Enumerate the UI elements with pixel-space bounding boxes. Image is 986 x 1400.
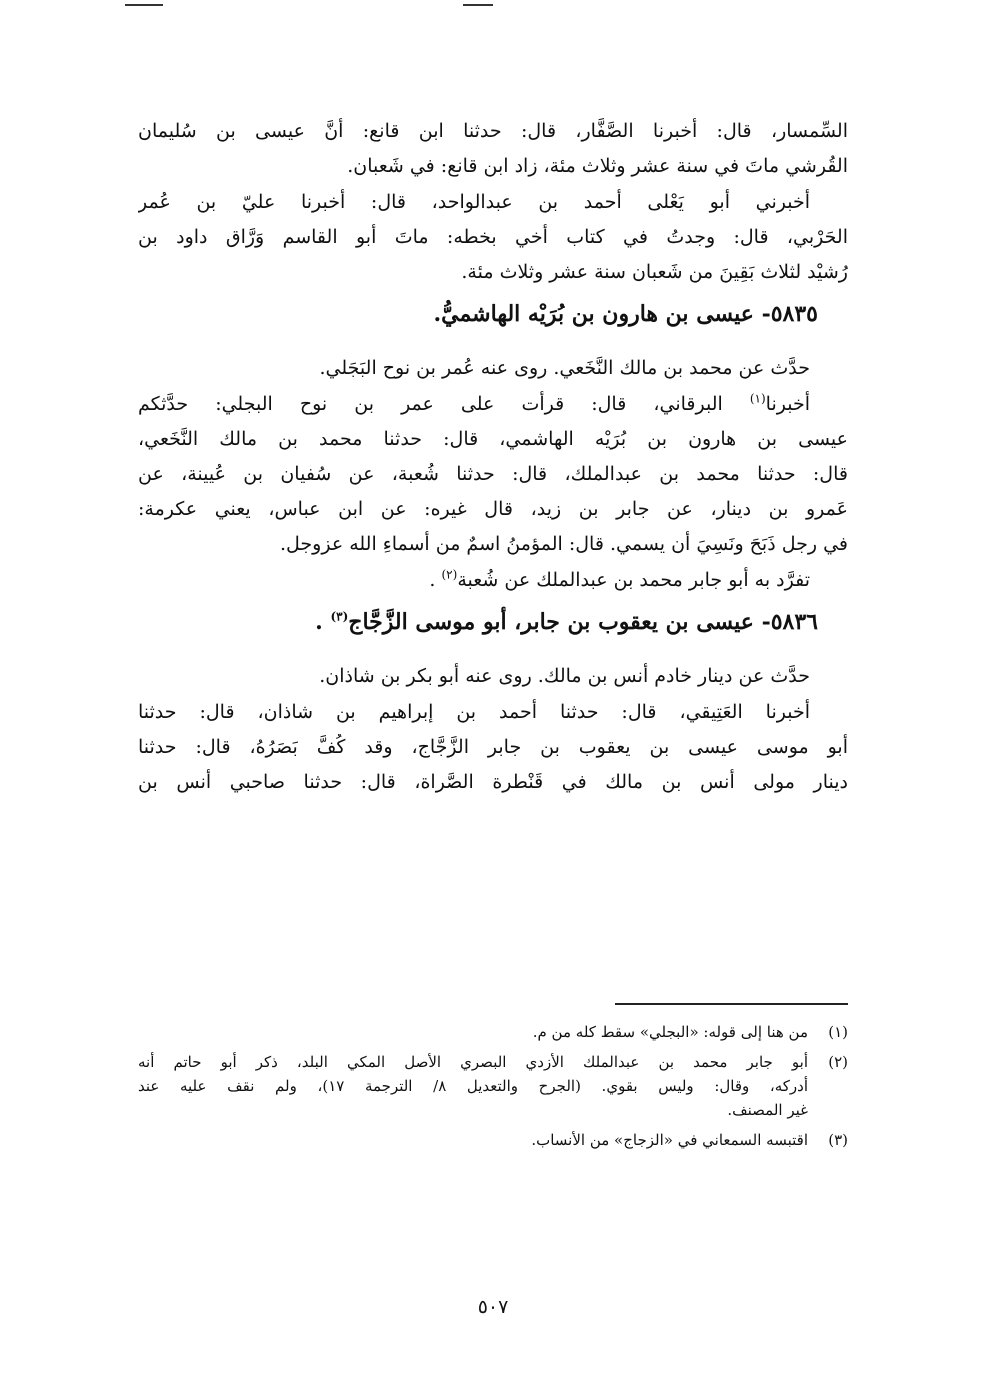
text-fragment: البرقاني، قال: قرأت على عمر بن نوح البجلي: حدَّثكم	[138, 393, 750, 415]
paragraph-6	[138, 663, 848, 689]
footnote-ref-3[interactable]: (٣)	[330, 609, 349, 624]
footnote-line: اقتبسه السمعاني في «الزجاج» من الأنساب.	[531, 1131, 808, 1149]
page-number: ٥٠٧	[477, 1296, 509, 1318]
text-line: أخبرني أبو يَعْلى أحمد بن عبدالواحد، قال: أخبرنا عليّ بن عُمر	[138, 191, 810, 213]
text-line: الحَرْبي، قال: وجدتُ في كتاب أخي بخطه: ماتَ أبو القاسم وَرَّاق داود بن	[138, 226, 848, 248]
footnote-line: من هنا إلى قوله: «البجلي» سقط كله من م.	[532, 1023, 808, 1041]
paragraph-4	[138, 391, 848, 557]
top-mark-center	[463, 4, 493, 6]
paragraph-5	[138, 567, 848, 593]
heading-text: .	[315, 609, 331, 635]
paragraph-2	[138, 189, 848, 285]
paragraph-7	[138, 699, 848, 795]
footnote-divider	[615, 1003, 848, 1005]
text-line	[138, 567, 848, 593]
footnote-line: غير المصنف.	[727, 1101, 808, 1119]
entry-heading-5836	[138, 607, 848, 637]
text-line: أبو موسى عيسى بن يعقوب بن جابر الزَّجَّاج، وقد كُفَّ بَصَرُهُ، قال: حدثنا	[138, 736, 848, 758]
text-fragment: تفرَّد به أبو جابر محمد بن عبدالملك عن شُعبة	[457, 569, 810, 591]
footnote-number: (١)	[828, 1023, 848, 1041]
footnote-1	[138, 1020, 848, 1044]
text-line: عيسى بن هارون بن بُرَيْه الهاشمي، قال: حدثنا محمد بن مالك النَّخَعي،	[138, 428, 848, 450]
text-line: السِّمسار، قال: أخبرنا الصَّفَّار، قال: حدثنا ابن قانع: أنَّ عيسى بن سُليمان	[138, 120, 848, 142]
footnote-text	[138, 1128, 808, 1152]
heading-text: ٥٨٣٦- عيسى بن يعقوب بن جابر، أبو موسى الزَّجَّاج	[348, 609, 818, 635]
paragraph-1	[138, 118, 848, 179]
footnote-number: (٢)	[828, 1053, 848, 1071]
footnote-number: (٣)	[828, 1131, 848, 1149]
text-line: دينار مولى أنس بن مالك في قَنْطرة الصَّراة، قال: حدثنا صاحبي أنس بن	[138, 771, 848, 793]
text-line: حدَّث عن محمد بن مالك النَّخَعي. روى عنه عُمر بن نوح البَجَلي.	[319, 357, 810, 379]
text-line: قال: حدثنا محمد بن عبدالملك، قال: حدثنا شُعبة، عن سُفيان بن عُيينة، عن	[138, 463, 848, 485]
text-line: حدَّث عن دينار خادم أنس بن مالك. روى عنه أبو بكر بن شاذان.	[319, 665, 810, 687]
footnote-2	[138, 1050, 848, 1122]
footnote-text	[138, 1020, 808, 1044]
footnote-line: أبو جابر محمد بن عبدالملك الأزدي البصري الأصل المكي البلد، ذكر أبو حاتم أنه	[138, 1053, 808, 1071]
text-line: القُرشي ماتَ في سنة عشر وثلاث مئة، زاد ابن قانع: في شَعبان.	[347, 155, 848, 177]
text-line: أخبرنا العَتِيقي، قال: حدثنا أحمد بن إبراهيم بن شاذان، قال: حدثنا	[138, 701, 810, 723]
main-text	[138, 118, 848, 805]
text-line: عَمرو بن دينار، عن جابر بن زيد، قال غيره: عن ابن عباس، يعني عكرمة:	[138, 498, 848, 520]
footnote-ref-1[interactable]: (١)	[749, 391, 766, 406]
footnote-ref-2[interactable]: (٢)	[441, 567, 458, 582]
footnote-3	[138, 1128, 848, 1152]
entry-heading-5835: ٥٨٣٥- عيسى بن هارون بن بُرَيْه الهاشميُّ.	[433, 301, 818, 327]
text-line: رُشيْد لثلاث بَقِينَ من شَعبان سنة عشر وثلاث مئة.	[461, 261, 848, 283]
top-mark-left	[125, 4, 163, 6]
text-line: في رجل ذَبَحَ ونَسِيَ أن يسمي. قال: المؤمنُ اسمٌ من أسماءِ الله عزوجل.	[280, 533, 848, 555]
footnote-text	[138, 1050, 808, 1122]
text-fragment: أخبرنا	[765, 393, 810, 415]
footnote-line: أدركه، وقال: وليس بقوي. (الجرح والتعديل ٨/ الترجمة ١٧)، ولم نقف عليه عند	[138, 1077, 808, 1095]
text-line	[138, 391, 848, 417]
text-fragment: .	[429, 569, 442, 591]
footnotes	[138, 1020, 848, 1158]
paragraph-3	[138, 355, 848, 381]
